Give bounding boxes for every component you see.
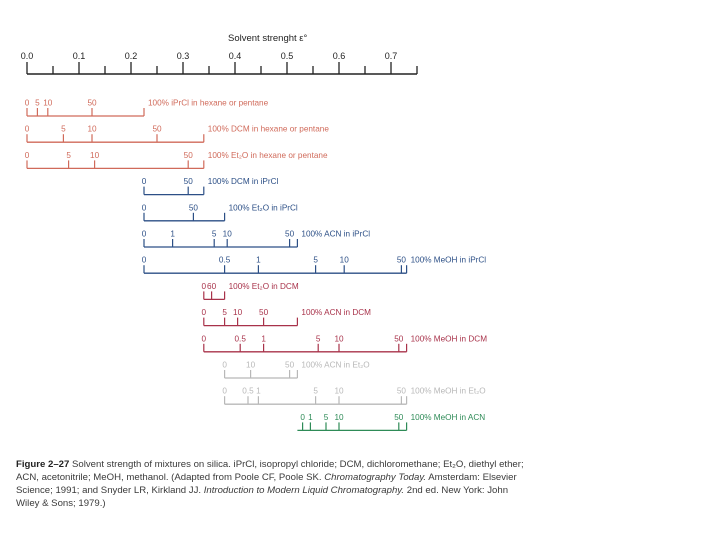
scale-end-label: 100% MeOH in Et₂O bbox=[410, 386, 486, 396]
scale-tick-label: 5 bbox=[66, 150, 71, 160]
mixture-scale bbox=[142, 203, 298, 221]
scale-tick-label: 50 bbox=[394, 412, 404, 422]
axis-tick-label: 0.5 bbox=[280, 51, 294, 61]
scale-tick-label: 0 bbox=[222, 386, 227, 396]
caption-reference-2: Introduction to Modern Liquid Chromatography. bbox=[203, 485, 405, 496]
scale-end-label: 100% DCM in iPrCl bbox=[207, 177, 279, 187]
scale-tick-label: 50 bbox=[285, 229, 295, 239]
scale-tick-label: 0 bbox=[141, 255, 147, 265]
mixture-scale bbox=[297, 413, 485, 431]
scale-tick-label: 0 bbox=[300, 412, 305, 422]
scale-tick-label: 0 bbox=[222, 360, 227, 370]
scale-tick-label: 10 bbox=[334, 412, 344, 422]
scale-tick-label: 10 bbox=[87, 124, 97, 134]
mixture-scales bbox=[25, 99, 487, 431]
scale-tick-label: 0 bbox=[201, 308, 207, 318]
main-axis bbox=[21, 51, 417, 74]
scale-tick-label: 50 bbox=[183, 150, 193, 160]
scale-tick-label: 10 bbox=[334, 386, 344, 396]
scale-end-label: 100% MeOH in DCM bbox=[410, 334, 488, 344]
mixture-scale bbox=[222, 361, 369, 379]
scale-tick-label: 0 bbox=[201, 334, 207, 344]
scale-tick-label: 60 bbox=[207, 281, 217, 291]
scale-tick-label: 10 bbox=[222, 229, 232, 239]
caption-text-3: 2nd ed. New York: John Wiley & Sons; 1979.) bbox=[16, 485, 509, 509]
scale-tick-label: 50 bbox=[87, 98, 97, 108]
figure-label: Figure 2–27 bbox=[16, 459, 70, 470]
scale-tick-label: 50 bbox=[394, 334, 404, 344]
scale-tick-label: 0.5 bbox=[218, 255, 231, 265]
scale-tick-label: 5 bbox=[35, 98, 40, 108]
scale-tick-label: 10 bbox=[334, 334, 344, 344]
scale-end-label: 100% DCM in hexane or pentane bbox=[207, 124, 329, 134]
scale-tick-label: 1 bbox=[256, 386, 261, 396]
scale-tick-label: 0 bbox=[201, 281, 207, 291]
scale-tick-label: 0 bbox=[141, 229, 147, 239]
axis-tick-label: 0.0 bbox=[20, 51, 34, 61]
axis-tick-label: 0.6 bbox=[332, 51, 346, 61]
scale-tick-label: 5 bbox=[61, 124, 66, 134]
mixture-scale bbox=[222, 387, 485, 405]
scale-tick-label: 10 bbox=[233, 308, 243, 318]
scale-end-label: 100% iPrCl in hexane or pentane bbox=[148, 98, 269, 108]
axis-tick-label: 0.3 bbox=[176, 51, 190, 61]
scale-end-label: 100% MeOH in ACN bbox=[410, 412, 486, 422]
scale-tick-label: 1 bbox=[170, 229, 175, 239]
caption-text-2: Amsterdam: Elsevier Science; 1991; and Snyder LR, Kirkland JJ. bbox=[16, 472, 517, 496]
scale-tick-label: 5 bbox=[323, 412, 329, 422]
scale-tick-label: 0.5 bbox=[234, 334, 246, 344]
scale-tick-label: 0 bbox=[141, 177, 147, 187]
scale-tick-label: 0 bbox=[24, 98, 30, 108]
scale-tick-label: 5 bbox=[313, 386, 318, 396]
axis-tick-label: 0.1 bbox=[72, 51, 86, 61]
scale-tick-label: 50 bbox=[396, 255, 406, 265]
mixture-scale bbox=[202, 282, 299, 300]
scale-tick-label: 5 bbox=[222, 308, 227, 318]
scale-tick-label: 5 bbox=[315, 334, 321, 344]
mixture-scale bbox=[25, 99, 269, 117]
scale-end-label: 100% ACN in DCM bbox=[301, 308, 372, 318]
scale-tick-label: 10 bbox=[246, 360, 256, 370]
scale-tick-label: 10 bbox=[339, 255, 349, 265]
figure-caption bbox=[16, 458, 526, 510]
diagram-title: Solvent strenght ε° bbox=[228, 33, 308, 44]
mixture-scale bbox=[25, 125, 330, 143]
scale-tick-label: 10 bbox=[43, 98, 53, 108]
caption-reference-1: Chromatography Today. bbox=[324, 472, 427, 483]
scale-tick-label: 0 bbox=[24, 150, 30, 160]
scale-end-label: 100% Et₂O in iPrCl bbox=[228, 203, 298, 213]
scale-tick-label: 1 bbox=[308, 412, 313, 422]
scale-tick-label: 0 bbox=[24, 124, 30, 134]
scale-tick-label: 50 bbox=[183, 177, 193, 187]
scale-tick-label: 50 bbox=[396, 386, 406, 396]
scale-tick-label: 50 bbox=[285, 360, 295, 370]
scale-tick-label: 50 bbox=[152, 124, 162, 134]
scale-tick-label: 50 bbox=[259, 308, 269, 318]
scale-tick-label: 50 bbox=[188, 203, 198, 213]
scale-tick-label: 0.5 bbox=[242, 386, 254, 396]
mixture-scale bbox=[142, 230, 371, 248]
scale-tick-label: 5 bbox=[313, 255, 318, 265]
scale-end-label: 100% ACN in iPrCl bbox=[301, 229, 371, 239]
axis-tick-label: 0.4 bbox=[228, 51, 242, 61]
mixture-scale bbox=[142, 256, 487, 274]
scale-end-label: 100% MeOH in iPrCl bbox=[410, 255, 487, 265]
scale-tick-label: 0 bbox=[141, 203, 147, 213]
mixture-scale bbox=[25, 151, 328, 169]
scale-end-label: 100% Et₂O in hexane or pentane bbox=[207, 150, 328, 160]
scale-tick-label: 5 bbox=[211, 229, 217, 239]
scale-end-label: 100% Et₂O in DCM bbox=[228, 281, 299, 291]
mixture-scale bbox=[202, 334, 488, 352]
caption-text-1: Solvent strength of mixtures on silica. iPrCl, isopropyl chloride; DCM, dichloromethane; Et₂O, diethyl ether; ACN, acetonitrile; MeOH, methanol. (Adapted from Poole CF, Poole SK. bbox=[16, 459, 524, 483]
scale-tick-label: 10 bbox=[90, 150, 100, 160]
scale-end-label: 100% ACN in Et₂O bbox=[301, 360, 370, 370]
axis-tick-label: 0.2 bbox=[124, 51, 138, 61]
mixture-scale bbox=[142, 177, 279, 195]
mixture-scale bbox=[202, 308, 372, 326]
axis-tick-label: 0.7 bbox=[384, 51, 398, 61]
scale-tick-label: 1 bbox=[261, 334, 266, 344]
scale-tick-label: 1 bbox=[256, 255, 261, 265]
